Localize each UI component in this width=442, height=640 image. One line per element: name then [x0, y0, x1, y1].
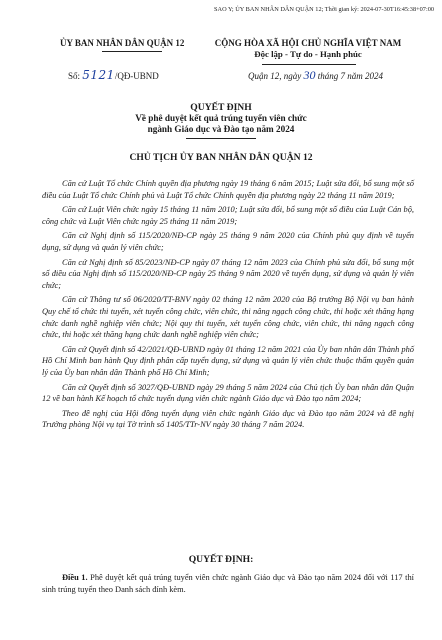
digital-signature-stamp: SAO Y; ỦY BAN NHÂN DÂN QUẬN 12; Thời gian ký: 2024-07-30T16:45:38+07:00: [214, 6, 434, 13]
decision-title: [0, 102, 442, 135]
nation-name: CỘNG HÒA XÃ HỘI CHỦ NGHĨA VIỆT NAM: [214, 38, 402, 48]
issue-date: [248, 68, 383, 83]
number-suffix: /QĐ-UBND: [114, 71, 159, 81]
legal-basis-paragraph: Căn cứ Quyết định số 42/2021/QĐ-UBND ngày 01 tháng 12 năm 2021 của Ủy ban nhân dân Thành phố Hồ Chí Minh ban hành Quy định phân cấp tuyển dụng, sử dụng và quản lý viên chức thuộc thẩm quyền quản lý của Ủy ban nhân dân Thành phố Hồ Chí Minh;: [42, 344, 414, 377]
issuer-name: ỦY BAN NHÂN DÂN QUẬN 12: [60, 38, 185, 48]
national-motto: Độc lập - Tự do - Hạnh phúc: [254, 49, 362, 59]
legal-basis-paragraph: Căn cứ Thông tư số 06/2020/TT-BNV ngày 02 tháng 12 năm 2020 của Bộ trưởng Bộ Nội vụ ban hành Quy chế tổ chức thi tuyển, xét tuyển công chức, viên chức, thi nâng ngạch công chức, thi hoặc xét thăng hạng chức danh nghề nghiệp viên chức; Nội quy thi tuyển, xét tuyển công chức, viên chức, thi nâng ngạch công chức, thi hoặc xét thăng hạng chức danh nghề nghiệp viên chức;: [42, 295, 414, 340]
article-1: [42, 572, 414, 595]
motto-underline: [262, 64, 356, 65]
national-header: [208, 38, 408, 59]
legal-basis-paragraph: Theo đề nghị của Hội đồng tuyển dụng viên chức ngành Giáo dục và Đào tạo năm 2024 và đề nghị Trưởng phòng Nội vụ tại Tờ trình số 1405/TTr-NV ngày 30 tháng 7 năm 2024.: [42, 408, 414, 430]
authority-heading: CHỦ TỊCH ỦY BAN NHÂN DÂN QUẬN 12: [129, 152, 313, 163]
legal-basis-paragraph: Căn cứ Nghị định số 85/2023/NĐ-CP ngày 07 tháng 12 năm 2023 của Chính phủ sửa đổi, bổ sung một số điều của Nghị định số 115/2020/NĐ-CP ngày 25 tháng 9 năm 2020 về tuyển dụng, sử dụng và quản lý viên chức;: [42, 257, 414, 290]
legal-basis-paragraph: Căn cứ Quyết định số 3027/QĐ-UBND ngày 29 tháng 5 năm 2024 của Chủ tịch Ủy ban nhân dân Quận 12 về ban hành Kế hoạch tổ chức tuyển dụng viên chức ngành Giáo dục và Đào tạo năm 2024;: [42, 382, 414, 404]
title-underline: [186, 138, 256, 139]
document-number: [68, 68, 159, 82]
legal-basis-paragraph: Căn cứ Nghị định số 115/2020/NĐ-CP ngày 25 tháng 9 năm 2020 của Chính phủ quy định về tuyển dụng, sử dụng và quản lý viên chức;: [42, 231, 414, 252]
handwritten-number: 5121: [82, 68, 115, 82]
legal-bases: [42, 178, 414, 434]
article-1-text: Phê duyệt kết quả trúng tuyển viên chức ngành Giáo dục và Đào tạo năm 2024 đối với 117 thí sinh trúng tuyển theo Danh sách đính kèm.: [42, 573, 414, 594]
number-prefix: Số:: [68, 71, 81, 81]
title-line-1: Về phê duyệt kết quả trúng tuyển viên chức: [135, 113, 307, 123]
handwritten-day: 30: [303, 68, 316, 82]
legal-basis-paragraph: Căn cứ Luật Tổ chức Chính quyền địa phương ngày 19 tháng 6 năm 2015; Luật sửa đổi, bổ sung một số điều của Luật Tổ chức Chính phủ và Luật Tổ chức Chính quyền địa phương ngày 22 tháng 11 năm 2019;: [42, 179, 414, 200]
title-main: QUYẾT ĐỊNH: [190, 102, 252, 113]
legal-basis-paragraph: Căn cứ Luật Viên chức ngày 15 tháng 11 năm 2010; Luật sửa đổi, bổ sung một số điều của Luật Cán bộ, công chức và Luật Viên chức ngày 25 tháng 11 năm 2019;: [42, 205, 414, 226]
decides-heading: QUYẾT ĐỊNH:: [188, 554, 254, 565]
issuer-underline: [102, 51, 162, 52]
date-prefix: Quận 12, ngày: [248, 71, 302, 81]
article-1-label: Điều 1.: [62, 573, 88, 582]
date-suffix: tháng 7 năm 2024: [317, 71, 383, 81]
title-line-2: ngành Giáo dục và Đào tạo năm 2024: [147, 124, 295, 134]
